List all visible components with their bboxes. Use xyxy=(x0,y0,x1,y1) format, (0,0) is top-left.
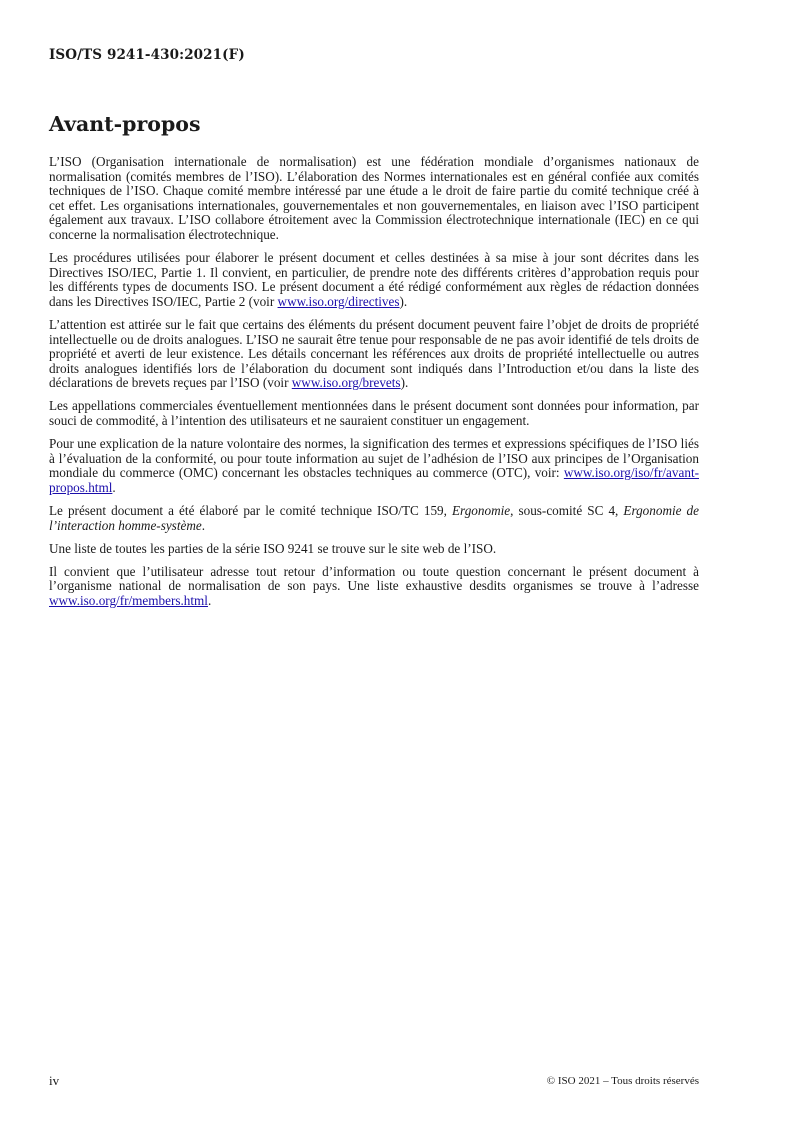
foreword-body xyxy=(49,155,699,617)
copyright-notice: © ISO 2021 – Tous droits réservés xyxy=(546,1075,699,1087)
paragraph-iso-intro: L’ISO (Organisation internationale de normalisation) est une fédération mondiale d’organismes nationaux de normalisation (comités membres de l’ISO). L’élaboration des Normes internationales est en général confiée aux comités techniques de l’ISO. Chaque comité membre intéressé par une étude a le droit de faire partie du comité technique créé à cet effet. Les organisations internationales, gouvernementales et non gouvernementales, en liaison avec l’ISO participent également aux travaux. L’ISO collabore étroitement avec la Commission électrotechnique internationale (IEC) en ce qui concerne la normalisation électrotechnique. xyxy=(49,154,699,242)
page-title: Avant-propos xyxy=(49,112,201,136)
document-id-header: ISO/TS 9241-430:2021(F) xyxy=(49,47,245,63)
paragraph-feedback xyxy=(49,565,699,609)
members-link[interactable]: www.iso.org/fr/members.html xyxy=(49,592,208,608)
subcommittee-name: Ergonomie de l’interaction homme-système xyxy=(49,502,700,533)
paragraph-patents xyxy=(49,318,699,391)
paragraph-trade-names: Les appellations commerciales éventuellement mentionnées dans le présent document sont données pour information, par souci de commodité, à l’intention des utilisateurs et ne sauraient constituer un engagement. xyxy=(49,398,699,428)
paragraph-text: Pour une explication de la nature volontaire des normes, la signification des termes et expressions spécifiques de l’ISO liés à l’évaluation de la conformité, ou pour toute information au sujet de l’adhésion de l’ISO aux principes de l’Organisation mondiale du commerce (OMC) concernant les obstacles techniques au commerce (OTC), voir: xyxy=(49,436,699,481)
paragraph-text: . xyxy=(112,479,116,495)
paragraph-text: Le présent document a été élaboré par le comité technique ISO/TC 159, xyxy=(49,502,452,518)
paragraph-text: Les procédures utilisées pour élaborer le présent document et celles destinées à sa mise à jour sont décrites dans les Directives ISO/IEC, Partie 1. Il convient, en particulier, de prendre note des différents critères d’approbation requis pour les différents types de documents ISO. Le présent document a été rédigé conformément aux règles de rédaction données dans les Directives ISO/IEC, Partie 2 (voir xyxy=(49,250,699,309)
paragraph-text: Il convient que l’utilisateur adresse tout retour d’information ou toute question concernant le présent document à l’organisme national de normalisation de son pays. Une liste exhaustive desdits organismes se trouve à l’adresse xyxy=(49,563,699,594)
paragraph-text: ). xyxy=(399,293,408,309)
foreword-info-link[interactable]: www.iso.org/iso/fr/avant-propos.html xyxy=(49,465,699,495)
paragraph-voluntary-nature xyxy=(49,437,699,495)
paragraph-text: . xyxy=(201,517,206,533)
paragraph-text: L’attention est attirée sur le fait que certains des éléments du présent document peuvent faire l’objet de droits de propriété intellectuelle ou de droits analogues. L’ISO ne saurait être tenue pour responsable de ne pas avoir identifié de tels droits de propriété et averti de leur existence. Les détails concernant les références aux droits de propriété intellectuelle ou autres droits analogues identifiés lors de l’élaboration du document sont indiqués dans l’Introduction et/ou dans la liste des déclarations de brevets reçues par l’ISO (voir xyxy=(49,316,699,391)
paragraph-series-list: Une liste de toutes les parties de la série ISO 9241 se trouve sur le site web de l’ISO. xyxy=(49,540,497,556)
committee-name: Ergonomie xyxy=(452,502,511,518)
paragraph-text: , sous-comité SC 4, xyxy=(510,502,624,518)
directives-link[interactable]: www.iso.org/directives xyxy=(277,293,400,309)
paragraph-procedures xyxy=(49,251,699,309)
paragraph-text: . xyxy=(207,592,212,608)
paragraph-text: ). xyxy=(400,375,409,391)
patents-link[interactable]: www.iso.org/brevets xyxy=(291,375,401,391)
paragraph-committee xyxy=(49,504,699,533)
page-number: iv xyxy=(49,1073,60,1088)
